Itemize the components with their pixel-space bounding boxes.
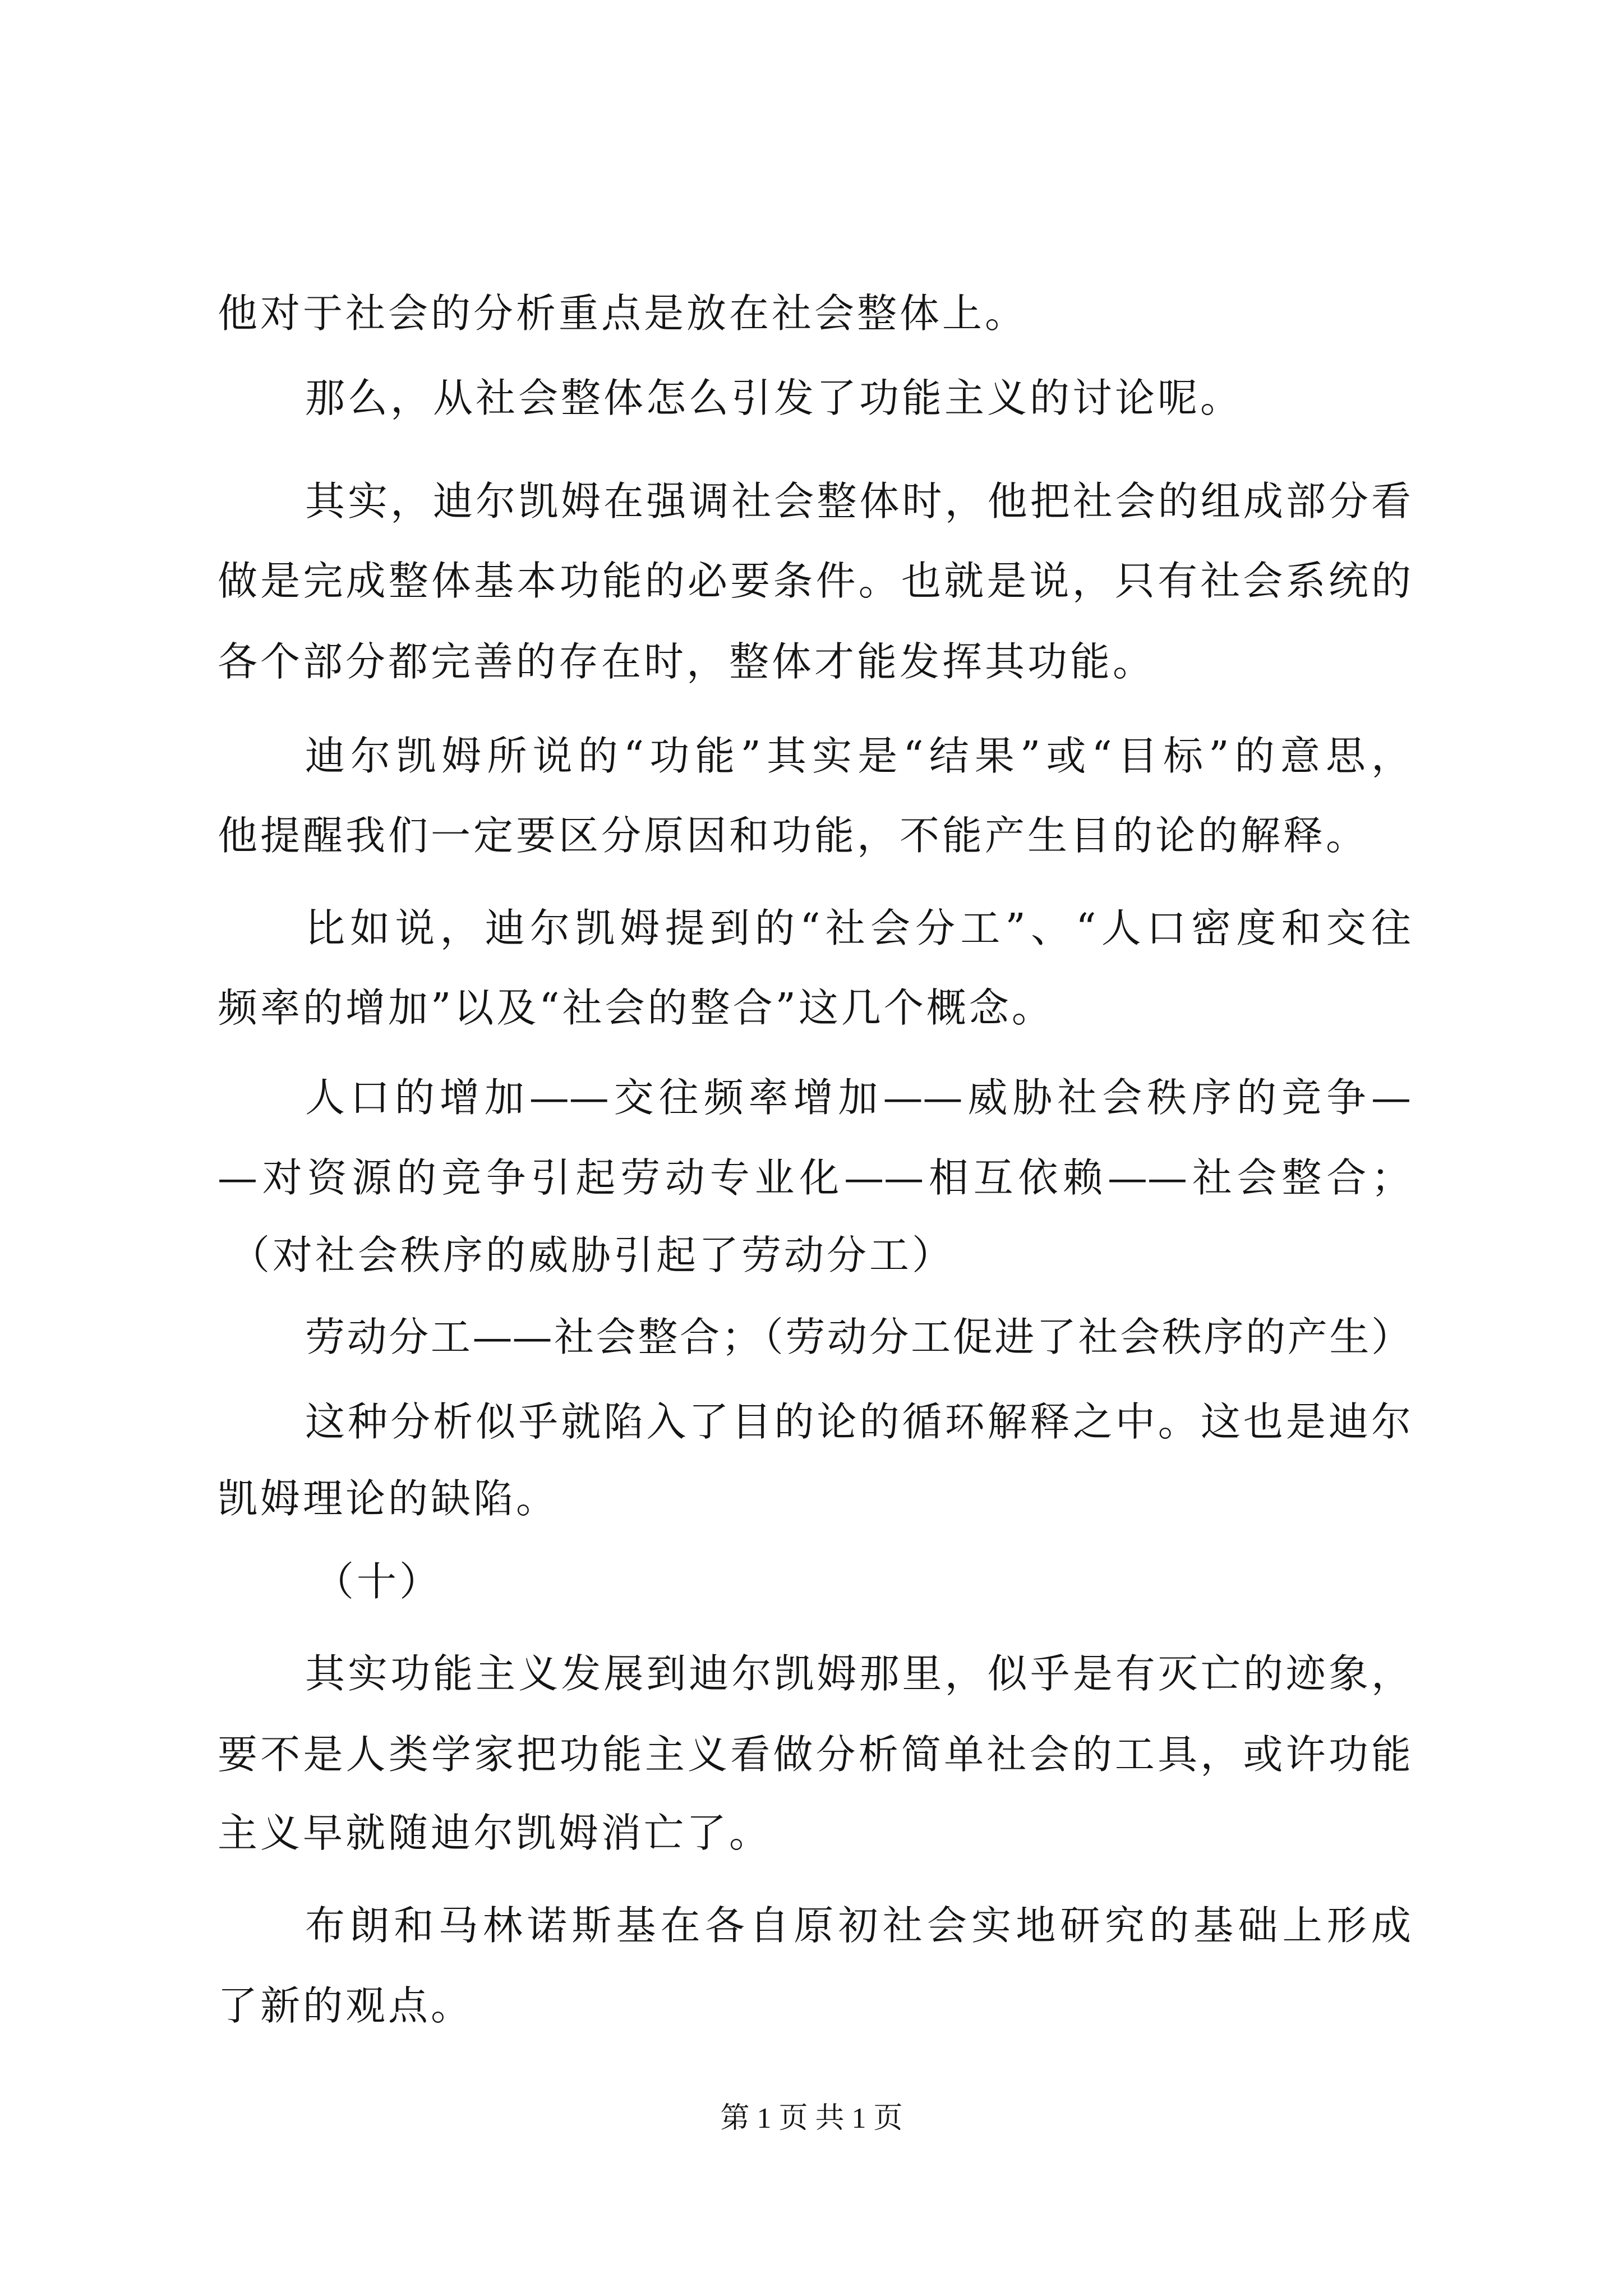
text-line: 这种分析似乎就陷入了目的论的循环解释之中。这也是迪尔 bbox=[305, 1398, 1411, 1445]
text-line: 要不是人类学家把功能主义看做分析简单社会的工具，或许功能 bbox=[218, 1731, 1411, 1778]
text-line: 做是完成整体基本功能的必要条件。也就是说，只有社会系统的 bbox=[218, 558, 1411, 604]
text-line: 他对于社会的分析重点是放在社会整体上。 bbox=[218, 290, 1028, 337]
text-line: 主义早就随迪尔凯姆消亡了。 bbox=[218, 1810, 772, 1856]
text-line: 频率的增加”以及“社会的整合”这几个概念。 bbox=[218, 984, 1054, 1031]
text-line: 那么，从社会整体怎么引发了功能主义的讨论呢。 bbox=[305, 375, 1243, 421]
text-line: 其实功能主义发展到迪尔凯姆那里，似乎是有灭亡的迹象， bbox=[305, 1650, 1411, 1697]
text-line: 了新的观点。 bbox=[218, 1982, 474, 2029]
page-footer: 第 1 页 共 1 页 bbox=[720, 2102, 903, 2134]
text-line: 他提醒我们一定要区分原因和功能，不能产生目的论的解释。 bbox=[218, 812, 1369, 859]
text-line: 其实，迪尔凯姆在强调社会整体时，他把社会的组成部分看 bbox=[305, 478, 1411, 524]
text-line: 凯姆理论的缺陷。 bbox=[218, 1475, 559, 1522]
text-line: （对社会秩序的威胁引起了劳动分工） bbox=[230, 1232, 955, 1278]
text-line: 迪尔凯姆所说的“功能”其实是“结果”或“目标”的意思， bbox=[305, 733, 1411, 779]
text-line: 各个部分都完善的存在时，整体才能发挥其功能。 bbox=[218, 638, 1156, 685]
section-heading: （十） bbox=[314, 1558, 442, 1605]
text-line: 布朗和马林诺斯基在各自原初社会实地研究的基础上形成 bbox=[305, 1902, 1411, 1949]
text-line: 人口的增加——交往频率增加——威胁社会秩序的竞争— bbox=[305, 1074, 1411, 1121]
text-line: 劳动分工——社会整合；（劳动分工促进了社会秩序的产生） bbox=[305, 1314, 1411, 1360]
text-line: 比如说，迪尔凯姆提到的“社会分工”、“人口密度和交往 bbox=[305, 905, 1411, 951]
text-line: —对资源的竞争引起劳动专业化——相互依赖——社会整合； bbox=[218, 1154, 1411, 1201]
